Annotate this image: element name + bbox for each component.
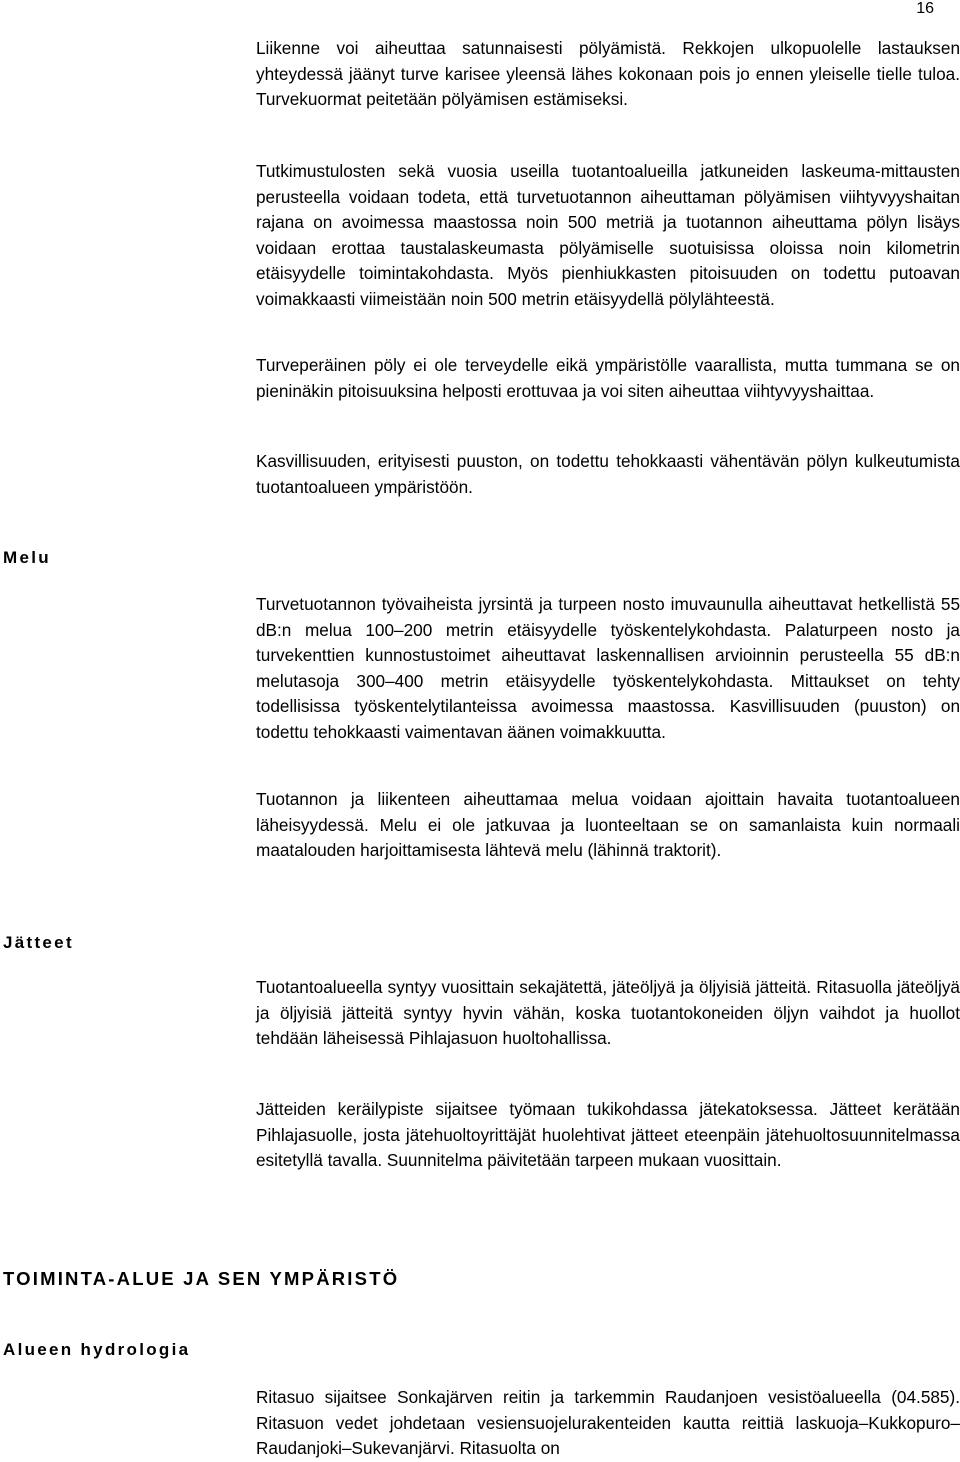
body-paragraph: Tuotannon ja liikenteen aiheuttamaa melua voidaan ajoittain havaita tuotantoalueen läheisyydessä. Melu ei ole jatkuvaa ja luonteeltaan se on samanlaista kuin normaali maatalouden harjoittamisesta lähtevä melu (lähinnä traktorit). [256, 789, 960, 861]
page-number: 16 [916, 0, 934, 17]
section-heading-hydrologia: Alueen hydrologia [3, 1340, 191, 1359]
body-paragraph: Tutkimustulosten sekä vuosia useilla tuotantoalueilla jatkuneiden laskeuma-mittausten perusteella voidaan todeta, että turvetuotannon aiheuttaman pölyämisen viihtyvyyshaitan rajana on avoimessa maastossa noin 500 metriä ja tuotannon aiheuttama pölyn lisäys voidaan erottaa taustalaskeumasta pölyämiselle suotuisissa oloissa noin kilometrin etäisyydelle toimintakohdasta. Myös pienhiukkasten pitoisuuden on todettu putoavan voimakkaasti viimeistään noin 500 metrin etäisyydellä pölylähteestä. [256, 161, 960, 309]
body-paragraph: Turveperäinen pöly ei ole terveydelle eikä ympäristölle vaarallista, mutta tummana se on pieninäkin pitoisuuksina helposti erottuvaa ja voi siten aiheuttaa viihtyvyyshaittaa. [256, 355, 960, 401]
body-paragraph: Tuotantoalueella syntyy vuosittain sekajätettä, jäteöljyä ja öljyisiä jätteitä. Ritasuolla jäteöljyä ja öljyisiä jätteitä syntyy hyvin vähän, koska tuotantokoneiden öljyn vaihdot ja huollot tehdään läheisessä Pihlajasuon huoltohallissa. [256, 977, 960, 1049]
section-heading-jatteet: Jätteet [3, 933, 74, 952]
body-paragraph: Kasvillisuuden, erityisesti puuston, on todettu tehokkaasti vähentävän pölyn kulkeutumista tuotantoalueen ympäristöön. [256, 451, 960, 497]
body-paragraph: Liikenne voi aiheuttaa satunnaisesti pölyämistä. Rekkojen ulkopuolelle lastauksen yhteydessä jäänyt turve karisee yleensä lähes kokonaan pois jo ennen yleiselle tielle tuloa. Turvekuormat peitetään pölyämisen estämiseksi. [256, 38, 960, 110]
body-paragraph: Turvetuotannon työvaiheista jyrsintä ja turpeen nosto imuvaunulla aiheuttavat hetkellistä 55 dB:n melua 100–200 metrin etäisyydelle työskentelykohdasta. Palaturpeen nosto ja turvekenttien kunnostustoimet aiheuttavat laskennallisen arvioinnin perusteella 55 dB:n melutasoja 300–400 metrin etäisyydelle työskentelykohdasta. Mittaukset on tehty todellisissa työskentelytilanteissa avoimessa maastossa. Kasvillisuuden (puuston) on todettu tehokkaasti vaimentavan äänen voimakkuutta. [256, 594, 960, 742]
chapter-heading: TOIMINTA-ALUE JA SEN YMPÄRISTÖ [3, 1268, 400, 1289]
body-paragraph: Jätteiden keräilypiste sijaitsee työmaan tukikohdassa jätekatoksessa. Jätteet kerätään Pihlajasuolle, josta jätehuoltoyrittäjät huolehtivat jätteet eteenpäin jätehuoltosuunnitelmassa esitetyllä tavalla. Suunnitelma päivitetään tarpeen mukaan vuosittain. [256, 1099, 960, 1171]
body-paragraph: Ritasuo sijaitsee Sonkajärven reitin ja tarkemmin Raudanjoen vesistöalueella (04.585). Ritasuon vedet johdetaan vesiensuojelurakenteiden kautta reittiä laskuoja–Kukkopuro–Raudanjoki–Sukevanjärvi. Ritasuolta on [256, 1387, 960, 1459]
section-heading-melu: Melu [3, 548, 51, 567]
